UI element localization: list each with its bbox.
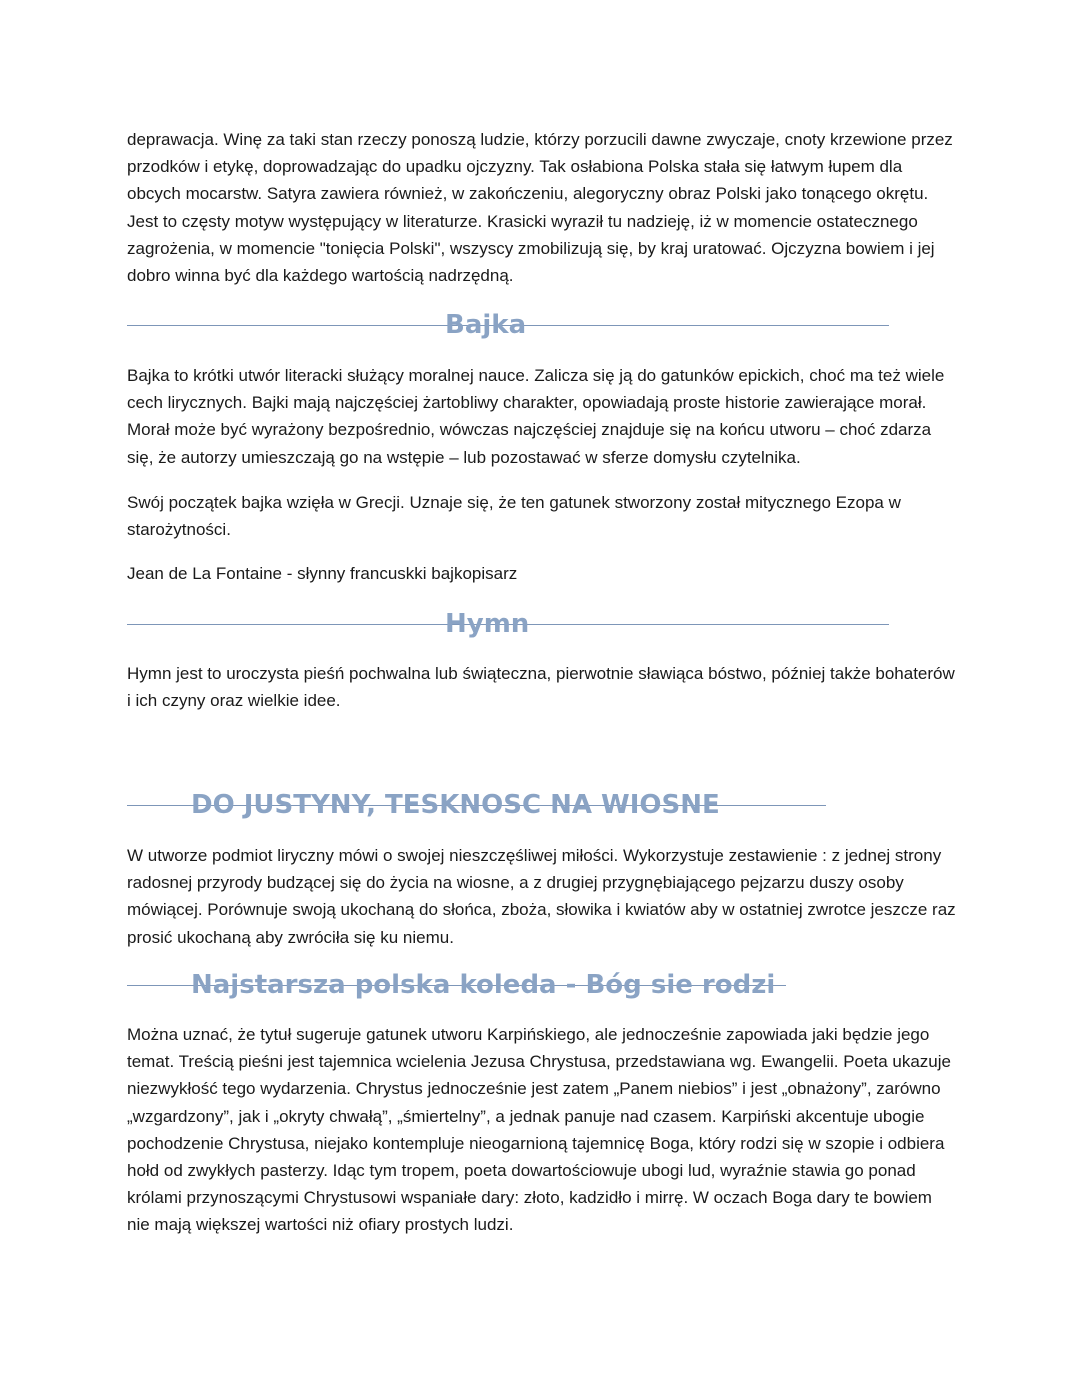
section-heading-bajka [127, 310, 889, 340]
bajka-paragraph-3: Jean de La Fontaine - słynny francuskki bajkopisarz [127, 564, 518, 583]
section-heading-koleda [127, 970, 786, 1000]
heading-title: Bajka [445, 310, 527, 340]
heading-title: Hymn [445, 609, 530, 639]
intro-paragraph: deprawacja. Winę za taki stan rzeczy ponoszą ludzie, którzy porzucili dawne zwyczaje, cnoty krzewione przez przodków i etykę, doprowadzając do upadku ojczyzny. Tak osłabiona Polska stała się łatwym łupem dla obcych mocarstw. Satyra zawiera również, w zakończeniu, alegoryczny obraz Polski jako tonącego okrętu. Jest to częsty motyw występujący w literaturze. Krasicki wyraził tu nadzieję, iż w momencie ostatecznego zagrożenia, w momencie "tonięcia Polski", wszyscy zmobilizują się, by kraj uratować. Ojczyzna bowiem i jej dobro winna być dla każdego wartością nadrzędną. [127, 130, 953, 286]
section-heading-hymn [127, 609, 889, 639]
koleda-paragraph: Można uznać, że tytuł sugeruje gatunek utworu Karpińskiego, ale jednocześnie zapowiada jaki będzie jego temat. Treścią pieśni jest tajemnica wcielenia Jezusa Chrystusa, przedstawiana wg. Ewangelii. Poeta ukazuje niezwykłość tego wydarzenia. Chrystus jednocześnie jest zatem „Panem niebios” i jest „obnażony”, zarówno „wzgardzony”, jak i „okryty chwałą”, „śmiertelny”, a jednak panuje nad czasem. Karpiński akcentuje ubogie pochodzenie Chrystusa, niejako kontempluje nieogarnioną tajemnicę Boga, który rodzi się w szopie i odbiera hołd od zwykłych pasterzy. Idąc tym tropem, poeta dowartościowuje ubogi lud, wyraźnie stawia go ponad królami przynoszącymi Chrystusowi wspaniałe dary: złoto, kadzidło i mirrę. W oczach Boga dary te bowiem nie mają większej wartości niż ofiary prostych ludzi. [127, 1025, 951, 1235]
section-heading-justyna [127, 790, 826, 820]
heading-title: DO JUSTYNY, TESKNOSC NA WIOSNE [191, 790, 720, 820]
hymn-paragraph: Hymn jest to uroczysta pieśń pochwalna lub świąteczna, pierwotnie sławiąca bóstwo, później także bohaterów i ich czyny oraz wielkie idee. [127, 664, 955, 711]
heading-title: Najstarsza polska koleda - Bóg sie rodzi [191, 970, 776, 1000]
justyna-paragraph: W utworze podmiot liryczny mówi o swojej nieszczęśliwej miłości. Wykorzystuje zestawienie : z jednej strony radosnej przyrody budzącej się do życia na wiosne, a z drugiej przygnębiającego pejzarzu duszy osoby mówiącej. Porównuje swoją ukochaną do słońca, zboża, słowika i kwiatów aby w ostatniej zwrotce jeszcze raz prosić ukochaną aby zwróciła się ku niemu. [127, 846, 956, 947]
bajka-paragraph-1: Bajka to krótki utwór literacki służący moralnej nauce. Zalicza się ją do gatunków epickich, choć ma też wiele cech lirycznych. Bajki mają najczęściej żartobliwy charakter, opowiadają proste historie zawierające morał. Morał może być wyrażony bezpośrednio, wówczas najczęściej znajduje się na końcu utworu – choć zdarza się, że autorzy umieszczają go na wstępie – lub pozostawać w sferze domysłu czytelnika. [127, 366, 945, 467]
bajka-paragraph-2: Swój początek bajka wzięła w Grecji. Uznaje się, że ten gatunek stworzony został mitycznego Ezopa w starożytności. [127, 493, 901, 540]
